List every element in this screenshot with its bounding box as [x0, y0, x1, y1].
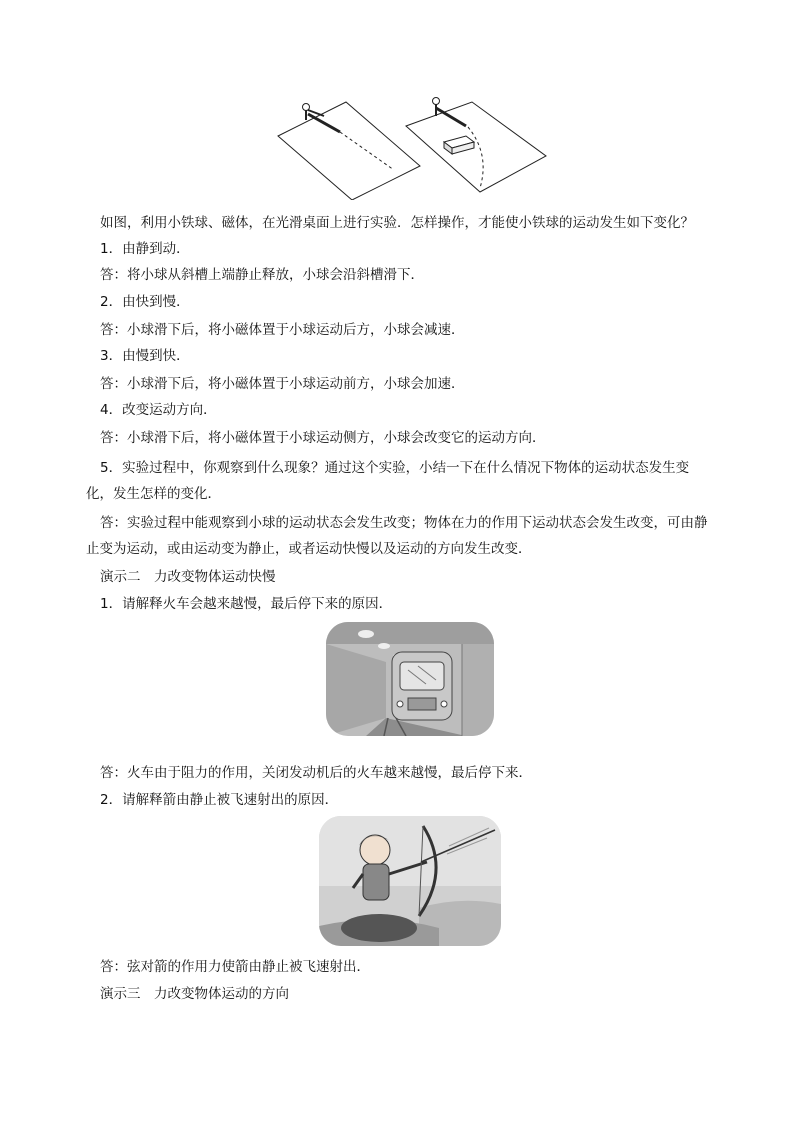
demo2-question-2: 2．请解释箭由静止被飞速射出的原因． — [100, 792, 339, 808]
question-1: 1．由静到动． — [100, 241, 190, 257]
answer-5: 答：实验过程中能观察到小球的运动状态会发生改变；物体在力的作用下运动状态会发生改变，可由静止变为运动，或由运动变为静止，或者运动快慢以及运动的方向发生改变． — [86, 515, 708, 557]
question-5: 5．实验过程中，你观察到什么现象？通过这个实验，小结一下在什么情况下物体的运动状态发生变化，发生怎样的变化． — [86, 460, 690, 502]
answer-1: 答：将小球从斜槽上端静止释放，小球会沿斜槽滑下． — [100, 267, 424, 283]
question-3: 3．由慢到快． — [100, 348, 190, 364]
question-2: 2．由快到慢． — [100, 294, 190, 310]
demo2-question-1: 1．请解释火车会越来越慢，最后停下来的原因． — [100, 596, 393, 612]
archer-illustration — [319, 816, 501, 946]
answer-2: 答：小球滑下后，将小磁体置于小球运动后方，小球会减速． — [100, 322, 465, 338]
train-illustration — [326, 622, 494, 736]
demo2-answer-1: 答：火车由于阻力的作用，关闭发动机后的火车越来越慢，最后停下来． — [100, 765, 532, 781]
ramp-experiment-figure — [276, 96, 548, 200]
demo2-answer-2: 答：弦对箭的作用力使箭由静止被飞速射出． — [100, 959, 370, 975]
demo3-title: 演示三 力改变物体运动的方向 — [100, 986, 289, 1002]
demo2-title: 演示二 力改变物体运动快慢 — [100, 569, 276, 585]
intro-text: 如图，利用小铁球、磁体，在光滑桌面上进行实验．怎样操作，才能使小铁球的运动发生如下变化？ — [100, 215, 694, 231]
answer-4: 答：小球滑下后，将小磁体置于小球运动侧方，小球会改变它的运动方向． — [100, 430, 546, 446]
question-4: 4．改变运动方向． — [100, 402, 217, 418]
answer-3: 答：小球滑下后，将小磁体置于小球运动前方，小球会加速． — [100, 376, 465, 392]
